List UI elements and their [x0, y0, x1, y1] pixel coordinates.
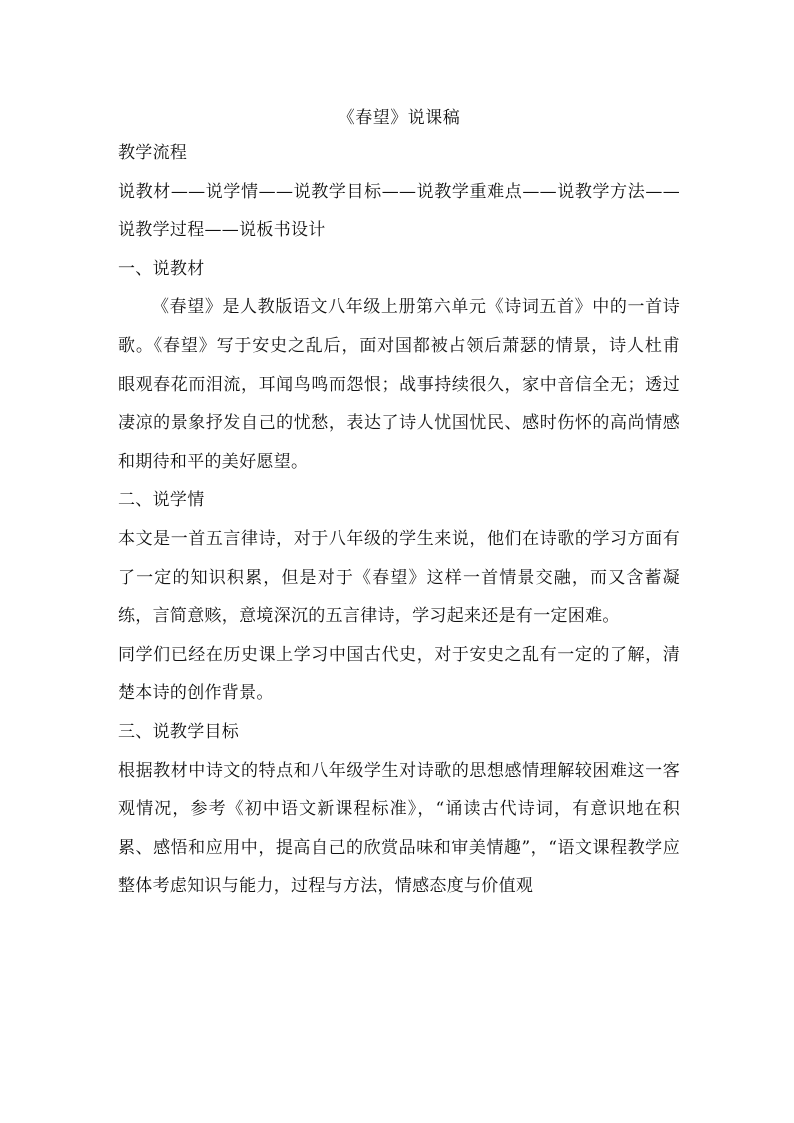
document-body [118, 102, 680, 906]
section-2-paragraph-2: 同学们已经在历史课上学习中国古代史，对于安史之乱有一定的了解，清楚本诗的创作背景。 [118, 644, 680, 704]
section-2-paragraph-1: 本文是一首五言律诗，对于八年级的学生来说，他们在诗歌的学习方面有了一定的知识积累，但是对于《春望》这样一首情景交融，而又含蓄凝练，言简意赅，意境深沉的五言律诗，学习起来还是有一定困难。 [118, 528, 680, 627]
section-1-paragraph: 《春望》是人教版语文八年级上册第六单元《诗词五首》中的一首诗歌。《春望》写于安史之乱后，面对国都被占领后萧瑟的情景，诗人杜甫眼观春花而泪流，耳闻鸟鸣而怨恨；战事持续很久，家中音信全无；透过凄凉的景象抒发自己的忧愁，表达了诗人忧国忧民、感时伤怀的高尚情感和期待和平的美好愿望。 [118, 297, 680, 472]
document-title: 《春望》说课稿 [337, 108, 461, 128]
section-2-heading: 二、说学情 [118, 490, 205, 511]
section-1-heading: 一、说教材 [118, 258, 205, 279]
flow-heading: 教学流程 [118, 143, 188, 163]
section-3-paragraph: 根据教材中诗文的特点和八年级学生对诗歌的思想感情理解较困难这一客观情况，参考《初中语文新课程标准》，“诵读古代诗词，有意识地在积累、感悟和应用中，提高自己的欣赏品味和审美情趣”，“语文课程教学应整体考虑知识与能力，过程与方法，情感态度与价值观 [118, 760, 680, 897]
section-3-heading: 三、说教学目标 [118, 721, 240, 742]
flow-text: 说教材——说学情——说教学目标——说教学重难点——说教学方法——说教学过程——说板书设计 [118, 181, 680, 241]
